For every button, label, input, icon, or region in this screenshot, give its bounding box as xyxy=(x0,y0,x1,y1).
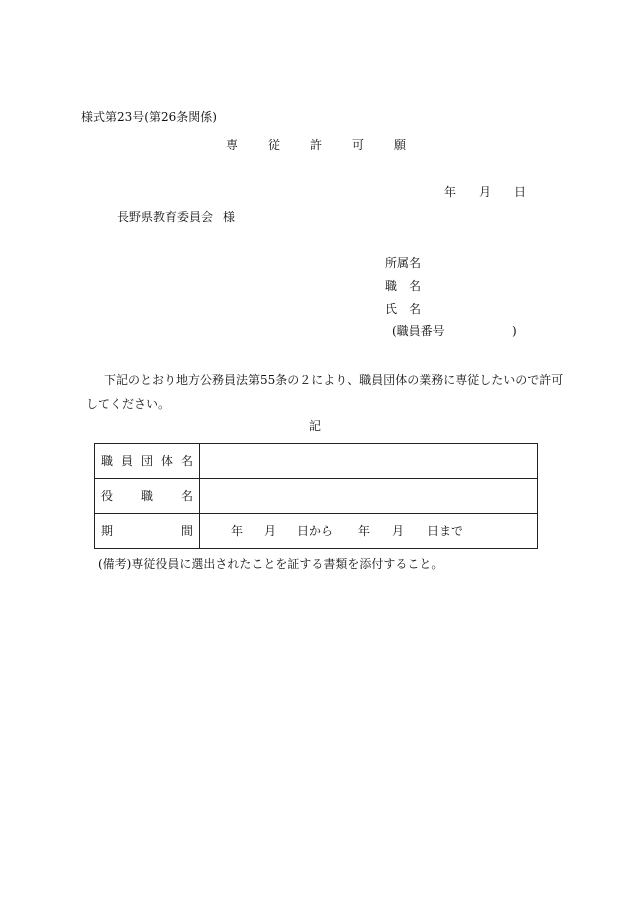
staff-number-label: (職員番号 xyxy=(392,324,445,338)
label-char: 名 xyxy=(180,454,193,468)
label-char: 団 xyxy=(140,454,153,468)
position-label-suffix: 名 xyxy=(409,279,422,293)
label-char: 期 xyxy=(101,524,114,538)
period-year-from: 年 xyxy=(231,524,244,538)
label-char: 役 xyxy=(101,489,114,503)
date-line xyxy=(444,185,526,199)
period-year-until: 年 xyxy=(358,524,371,538)
table-row-period xyxy=(95,514,538,549)
position-label: 職 xyxy=(385,279,398,293)
name-label-suffix: 名 xyxy=(409,302,422,316)
title-char: 従 xyxy=(267,138,280,152)
organization-label-cell xyxy=(95,444,200,479)
name-label: 氏 xyxy=(385,302,398,316)
period-value-cell[interactable] xyxy=(200,514,538,549)
remarks-note: (備考)専従役員に選出されたことを証する書類を添付すること。 xyxy=(98,557,444,571)
label-char: 員 xyxy=(120,454,133,468)
period-day-from: 日から xyxy=(297,524,334,538)
period-label-cell xyxy=(95,514,200,549)
title-char: 願 xyxy=(393,138,406,152)
table-row-position xyxy=(95,479,538,514)
staff-number-close: ) xyxy=(512,324,517,338)
body-text-line-1: 下記のとおり地方公務員法第55条の２により、職員団体の業務に専従したいので許可 xyxy=(104,373,564,387)
title-char: 許 xyxy=(309,138,322,152)
label-char: 職 xyxy=(101,454,114,468)
title-char: 専 xyxy=(226,138,239,152)
form-number: 様式第23号(第26条関係) xyxy=(81,110,217,124)
body-text-line-2: してください。 xyxy=(86,397,171,411)
label-char: 名 xyxy=(180,489,193,503)
position-label-cell xyxy=(95,479,200,514)
table-row-organization xyxy=(95,444,538,479)
position-value-cell[interactable] xyxy=(200,479,538,514)
ki-heading: 記 xyxy=(309,419,322,433)
addressee-name: 長野県教育委員会 xyxy=(117,210,214,224)
organization-value-cell[interactable] xyxy=(200,444,538,479)
date-day: 日 xyxy=(513,185,526,199)
detail-table xyxy=(94,443,538,549)
period-month-from: 月 xyxy=(264,524,277,538)
addressee-honorific: 様 xyxy=(223,210,236,224)
document-title xyxy=(226,138,406,152)
label-char: 職 xyxy=(140,489,153,503)
date-year: 年 xyxy=(444,185,457,199)
label-char: 体 xyxy=(160,454,173,468)
period-month-until: 月 xyxy=(392,524,405,538)
period-day-until: 日まで xyxy=(427,524,464,538)
affiliation-label: 所属名 xyxy=(385,256,422,270)
date-month: 月 xyxy=(478,185,491,199)
title-char: 可 xyxy=(351,138,364,152)
label-char: 間 xyxy=(180,524,193,538)
